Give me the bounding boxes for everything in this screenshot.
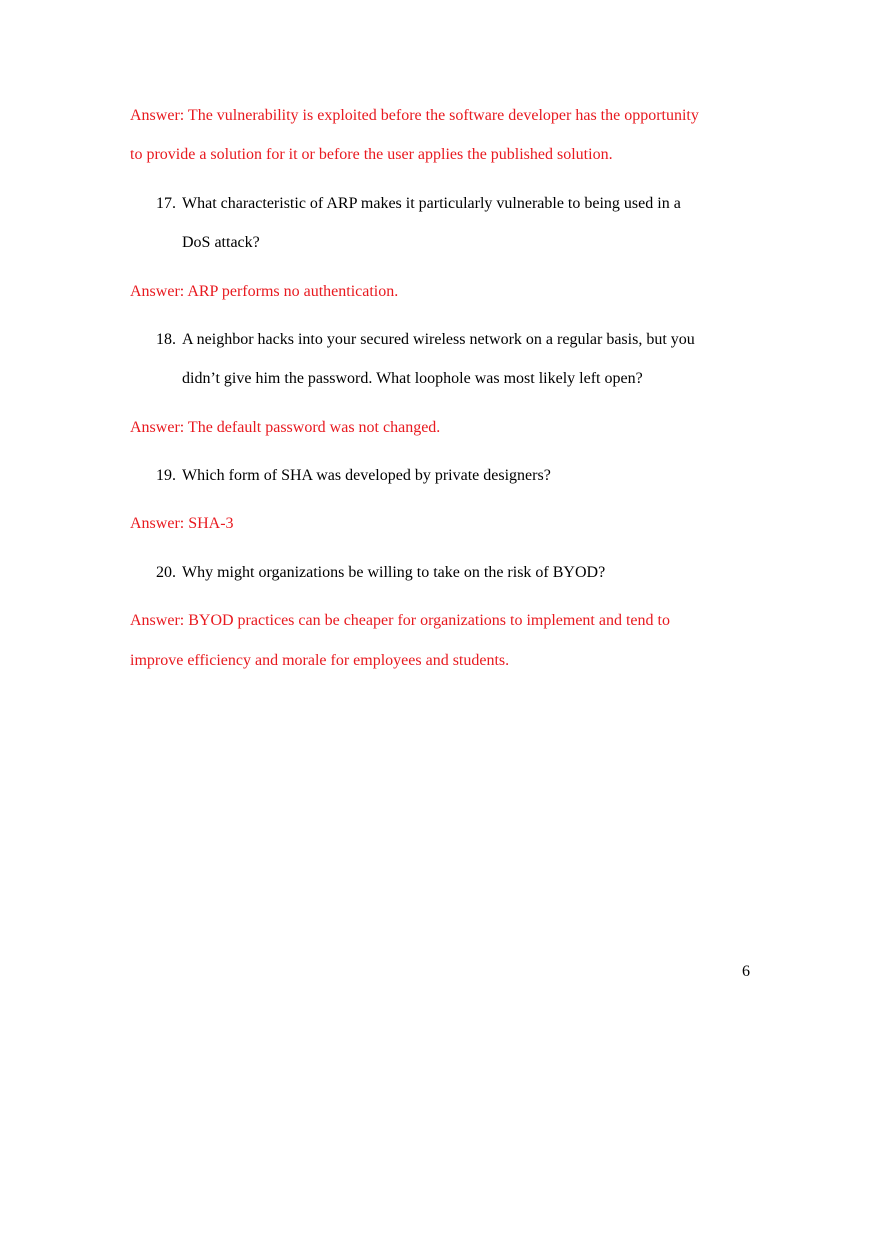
answer-16-line-1: Answer: The vulnerability is exploited before the software developer has the opportunity [130, 107, 699, 124]
question-17-line-1: What characteristic of ARP makes it particularly vulnerable to being used in a [182, 195, 681, 212]
answer-16-line-2: to provide a solution for it or before the user applies the published solution. [130, 146, 613, 163]
answer-18: Answer: The default password was not changed. [130, 419, 441, 436]
question-17-line-2: DoS attack? [182, 234, 260, 251]
answer-20-line-1: Answer: BYOD practices can be cheaper for organizations to implement and tend to [130, 612, 670, 629]
question-17-number: 17. [156, 195, 176, 212]
question-18-number: 18. [156, 331, 176, 348]
question-20-line-1: Why might organizations be willing to take on the risk of BYOD? [182, 564, 606, 581]
answer-19: Answer: SHA-3 [130, 515, 234, 532]
question-18-line-1: A neighbor hacks into your secured wireless network on a regular basis, but you [182, 331, 695, 348]
page-number: 6 [742, 963, 750, 980]
answer-17: Answer: ARP performs no authentication. [130, 283, 399, 300]
question-19-line-1: Which form of SHA was developed by private designers? [182, 467, 551, 484]
question-19-number: 19. [156, 467, 176, 484]
question-18-line-2: didn’t give him the password. What loophole was most likely left open? [182, 370, 643, 387]
question-20-number: 20. [156, 564, 176, 581]
answer-20-line-2: improve efficiency and morale for employees and students. [130, 652, 510, 669]
